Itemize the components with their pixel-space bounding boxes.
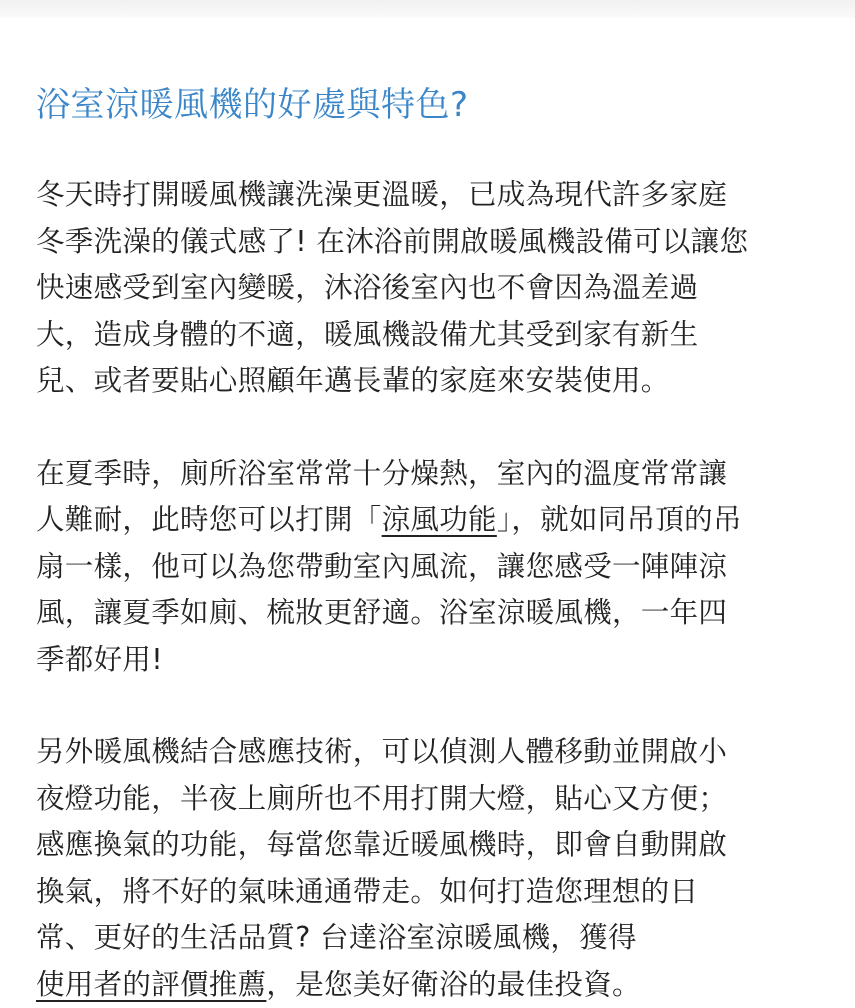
p3-line-4: 換氣，將不好的氣味通通帶走。如何打造您理想的日: [36, 869, 826, 916]
p2-line-5: 季都好用!: [36, 637, 826, 684]
p1-line-1: 冬天時打開暖風機讓洗澡更溫暖，已成為現代許多家庭: [36, 172, 826, 219]
cool-air-function-link[interactable]: 涼風功能: [382, 503, 497, 536]
user-reviews-link[interactable]: 使用者的評價推薦: [36, 968, 266, 1001]
p1-line-3: 快速感受到室內變暖，沐浴後室內也不會因為溫差過: [36, 265, 826, 312]
p2-line-1: 在夏季時，廁所浴室常常十分燥熱，室內的溫度常常讓: [36, 451, 826, 498]
p2-line-2-before: 人難耐，此時您可以打開「: [36, 503, 382, 536]
p1-line-2: 冬季洗澡的儀式感了! 在沐浴前開啟暖風機設備可以讓您: [36, 219, 826, 266]
article-title: 浴室涼暖風機的好處與特色?: [36, 80, 826, 130]
p1-line-5: 兒、或者要貼心照顧年邁長輩的家庭來安裝使用。: [36, 358, 826, 405]
p1-line-4: 大，造成身體的不適，暖風機設備尤其受到家有新生: [36, 312, 826, 359]
paragraph-winter-heating: [36, 172, 826, 405]
p3-line-2: 夜燈功能，半夜上廁所也不用打開大燈，貼心又方便；: [36, 776, 826, 823]
paragraph-sensor-features: [36, 729, 826, 1008]
p3-line-6-after: ，是您美好衛浴的最佳投資。: [266, 968, 640, 1001]
p2-line-4: 風，讓夏季如廁、梳妝更舒適。浴室涼暖風機，一年四: [36, 590, 826, 637]
p2-line-2-after: 」，就如同吊頂的吊: [497, 503, 742, 536]
article: [36, 80, 826, 1008]
paragraph-summer-cooling: [36, 451, 826, 684]
p3-line-6: [36, 962, 826, 1008]
top-bar: [0, 0, 855, 18]
p2-line-3: 扇一樣，他可以為您帶動室內風流，讓您感受一陣陣涼: [36, 544, 826, 591]
p2-line-2: [36, 497, 826, 544]
p3-line-3: 感應換氣的功能，每當您靠近暖風機時，即會自動開啟: [36, 822, 826, 869]
p3-line-1: 另外暖風機結合感應技術，可以偵測人體移動並開啟小: [36, 729, 826, 776]
p3-line-5: 常、更好的生活品質? 台達浴室涼暖風機，獲得: [36, 915, 826, 962]
